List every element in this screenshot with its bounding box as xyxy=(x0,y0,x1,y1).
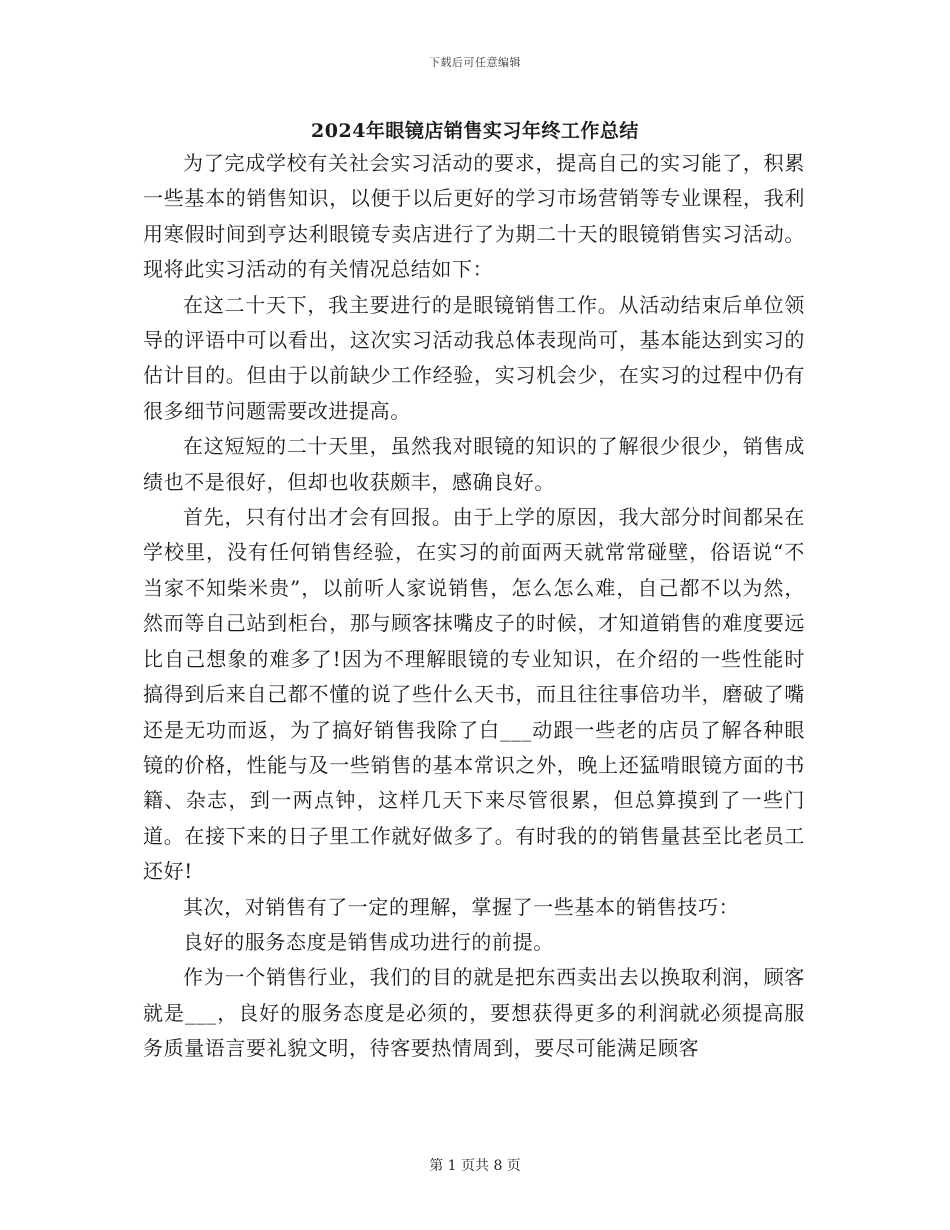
paragraph: 作为一个销售行业，我们的目的就是把东西卖出去以换取利润，顾客就是___，良好的服务态度是必须的，要想获得更多的利润就必须提高服务质量语言要礼貌文明，待客要热情周到，要尽可能满足顾客 xyxy=(143,965,805,1061)
paragraph: 为了完成学校有关社会实习活动的要求，提高自己的实习能了，积累一些基本的销售知识，以便于以后更好的学习市场营销等专业课程，我利用寒假时间到亨达利眼镜专卖店进行了为期二十天的眼镜销售实习活动。现将此实习活动的有关情况总结如下： xyxy=(143,151,805,282)
document-body xyxy=(143,146,805,1067)
paragraph: 在这短短的二十天里，虽然我对眼镜的知识的了解很少很少，销售成绩也不是很好，但却也收获颇丰，感确良好。 xyxy=(143,434,805,494)
paragraph: 其次，对销售有了一定的理解，掌握了一些基本的销售技巧： xyxy=(183,894,740,919)
document-title: 2024年眼镜店销售实习年终工作总结 xyxy=(311,120,639,142)
paragraph: 在这二十天下，我主要进行的是眼镜销售工作。从活动结束后单位领导的评语中可以看出，这次实习活动我总体表现尚可，基本能达到实习的估计目的。但由于以前缺少工作经验，实习机会少，在实习的过程中仍有很多细节问题需要改进提高。 xyxy=(143,292,805,423)
header-note: 下载后可任意编辑 xyxy=(429,56,521,69)
paragraph: 良好的服务态度是销售成功进行的前提。 xyxy=(183,929,554,954)
paragraph: 首先，只有付出才会有回报。由于上学的原因，我大部分时间都呆在学校里，没有任何销售经验，在实习的前面两天就常常碰壁，俗语说“不当家不知柴米贵”，以前听人家说销售，怎么怎么难，自己都不以为然，然而等自己站到柜台，那与顾客抹嘴皮子的时候，才知道销售的难度要远比自己想象的难多了!因为不理解眼镜的专业知识，在介绍的一些性能时搞得到后来自己都不懂的说了些什么天书，而且往往事倍功半，磨破了嘴还是无功而返，为了搞好销售我除了白___动跟一些老的店员了解各种眼镜的价格，性能与及一些销售的基本常识之外，晚上还猛啃眼镜方面的书籍、杂志，到一两点钟，这样几天下来尽管很累，但总算摸到了一些门道。在接下来的日子里工作就好做多了。有时我的的销售量甚至比老员工还好! xyxy=(143,505,805,884)
page-footer: 第 1 页共 8 页 xyxy=(429,1158,521,1174)
